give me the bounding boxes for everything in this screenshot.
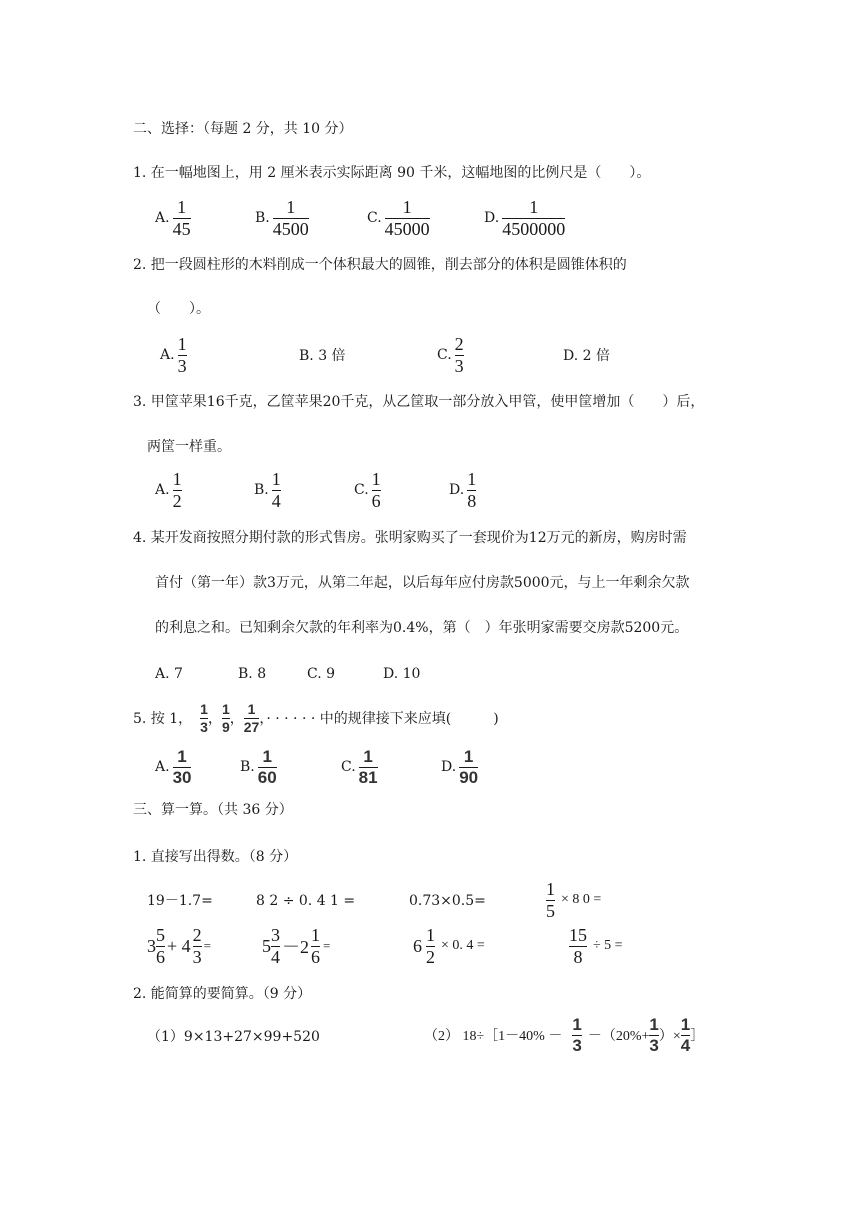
option-label: C. bbox=[437, 347, 452, 364]
numerator: 2 bbox=[192, 925, 202, 945]
expression-part: ］ bbox=[690, 1029, 705, 1045]
calc-19-minus-1-7: 19－1.7= bbox=[147, 893, 213, 909]
option-label: D. bbox=[441, 759, 457, 776]
simplify-expression-2 bbox=[424, 1016, 704, 1055]
fraction bbox=[649, 1016, 658, 1055]
simplify-expression-1: （1）9×13+27×99+520 bbox=[147, 1029, 320, 1045]
expression-part: ）× bbox=[658, 1029, 681, 1045]
numerator: 1 bbox=[247, 701, 256, 717]
section2-title: 二、选择：（每题 2 分，共 10 分） bbox=[133, 121, 353, 137]
numerator: 1 bbox=[286, 197, 296, 217]
numerator: 1 bbox=[649, 1015, 659, 1034]
fraction bbox=[359, 748, 378, 787]
calc-fifth-times-80 bbox=[546, 880, 601, 921]
option-label: A. bbox=[155, 759, 170, 776]
operator: －2 bbox=[282, 937, 309, 958]
q5-prefix: 5. 按 1， bbox=[133, 711, 193, 728]
q3-line1: 3. 甲筐苹果16千克，乙筐苹果20千克，从乙筐取一部分放入甲管，使甲筐增加（ ）后， bbox=[133, 394, 705, 410]
q4-option-c[interactable]: C. 9 bbox=[307, 666, 336, 682]
fraction bbox=[173, 748, 192, 787]
denominator: 45000 bbox=[384, 218, 430, 239]
numerator: 1 bbox=[177, 197, 187, 217]
denominator: 3 bbox=[177, 355, 187, 376]
q3-option-d[interactable] bbox=[449, 470, 476, 511]
fraction bbox=[273, 198, 309, 239]
fraction bbox=[502, 198, 565, 239]
fraction bbox=[193, 926, 202, 967]
section3-title: 三、算一算。（共 36 分） bbox=[133, 802, 293, 818]
q4-line1: 4. 某开发商按照分期付款的形式售房。张明家购买了一套现价为12万元的新房，购房时需 bbox=[133, 530, 687, 546]
whole-number: 3 bbox=[147, 935, 156, 956]
denominator: 3 bbox=[572, 1035, 582, 1055]
fraction bbox=[572, 1016, 581, 1055]
denominator: 3 bbox=[454, 355, 464, 376]
denominator: 4 bbox=[680, 1035, 691, 1055]
q2-line2: （ ）。 bbox=[147, 301, 210, 317]
operator: + 4 bbox=[167, 935, 191, 956]
denominator: 90 bbox=[459, 767, 479, 787]
calc-mixed-sum bbox=[147, 926, 211, 967]
option-label: C. bbox=[354, 482, 369, 499]
denominator: 9 bbox=[221, 718, 230, 735]
denominator: 60 bbox=[257, 767, 277, 787]
denominator: 8 bbox=[573, 946, 583, 967]
numerator: 1 bbox=[221, 701, 230, 717]
sequence-fraction bbox=[200, 702, 208, 734]
sequence-fraction bbox=[222, 702, 230, 734]
calc-fraction-div-5 bbox=[569, 926, 623, 967]
q1-option-d[interactable] bbox=[484, 198, 565, 239]
denominator: 6 bbox=[371, 490, 381, 511]
option-label: B. bbox=[255, 210, 270, 227]
numerator: 1 bbox=[467, 469, 477, 489]
fraction bbox=[258, 748, 277, 787]
option-label: A. bbox=[155, 482, 170, 499]
denominator: 6 bbox=[311, 946, 320, 967]
option-label: D. bbox=[484, 210, 500, 227]
denominator: 6 bbox=[156, 946, 165, 967]
q3-line2: 两筐一样重。 bbox=[147, 439, 231, 455]
whole-number: 6 bbox=[413, 935, 422, 956]
denominator: 8 bbox=[467, 490, 477, 511]
fraction bbox=[546, 880, 555, 921]
comma: ， bbox=[229, 711, 244, 728]
q1-option-a[interactable] bbox=[155, 198, 191, 239]
fraction bbox=[372, 470, 381, 511]
numerator: 1 bbox=[200, 701, 208, 717]
q3-option-a[interactable] bbox=[155, 470, 182, 511]
denominator: 4 bbox=[271, 946, 280, 967]
fraction bbox=[459, 748, 478, 787]
option-label: C. bbox=[367, 210, 382, 227]
numerator: 5 bbox=[156, 925, 165, 945]
option-label: D. bbox=[449, 482, 465, 499]
fraction bbox=[385, 198, 430, 239]
q2-option-c[interactable] bbox=[437, 335, 464, 376]
calc-mixed-difference bbox=[262, 926, 330, 967]
part2-title: 2. 能简算的要简算。（9 分） bbox=[133, 986, 312, 1002]
expression-tail: ÷ 5 = bbox=[593, 938, 623, 954]
denominator: 3 bbox=[192, 946, 202, 967]
q5-option-d[interactable] bbox=[441, 748, 478, 787]
calc-0-73-times-0-5: 0.73×0.5= bbox=[409, 893, 486, 909]
q5-option-a[interactable] bbox=[155, 748, 191, 787]
numerator: 1 bbox=[371, 469, 381, 489]
q3-option-c[interactable] bbox=[354, 470, 381, 511]
q2-option-b[interactable]: B. 3 倍 bbox=[299, 348, 346, 364]
denominator: 81 bbox=[358, 767, 378, 787]
comma: ， bbox=[207, 711, 222, 728]
option-label: A. bbox=[160, 347, 175, 364]
q1-text: 1. 在一幅地图上，用 2 厘米表示实际距离 90 千米，这幅地图的比例尺是（ ）。 bbox=[133, 165, 651, 181]
denominator: 3 bbox=[200, 718, 208, 735]
q2-option-d[interactable]: D. 2 倍 bbox=[563, 348, 610, 364]
numerator: 1 bbox=[311, 925, 320, 945]
numerator: 15 bbox=[569, 925, 587, 945]
equals: = bbox=[203, 938, 211, 954]
fraction bbox=[311, 926, 320, 967]
denominator: 4500 bbox=[272, 218, 309, 239]
q1-option-c[interactable] bbox=[367, 198, 430, 239]
q5-option-c[interactable] bbox=[341, 748, 378, 787]
numerator: 1 bbox=[363, 747, 373, 766]
part1-title: 1. 直接写出得数。（8 分） bbox=[133, 849, 298, 865]
q5-text bbox=[133, 702, 499, 734]
calc-mixed-times-0-4 bbox=[413, 926, 485, 967]
denominator: 45 bbox=[172, 218, 191, 239]
numerator: 1 bbox=[572, 1015, 582, 1034]
numerator: 1 bbox=[402, 197, 412, 217]
whole-number: 5 bbox=[262, 935, 271, 956]
q4-line2: 首付（第一年）款3万元，从第二年起，以后每年应付房款5000元，与上一年剩余欠款 bbox=[155, 575, 690, 591]
option-label: B. bbox=[254, 482, 269, 499]
expression-tail: × 8 0 = bbox=[561, 892, 602, 908]
q4-option-a[interactable]: A. 7 bbox=[155, 666, 183, 682]
q5-option-b[interactable] bbox=[240, 748, 277, 787]
option-label: B. bbox=[240, 759, 255, 776]
fraction bbox=[569, 926, 587, 967]
fraction bbox=[173, 198, 191, 239]
fraction bbox=[467, 470, 476, 511]
denominator: 2 bbox=[426, 946, 435, 967]
fraction bbox=[173, 470, 182, 511]
q5-suffix: ，· · · · · · 中的规律接下来应填( ) bbox=[259, 711, 499, 728]
numerator: 1 bbox=[177, 334, 187, 354]
fraction bbox=[156, 926, 165, 967]
denominator: 4500000 bbox=[502, 218, 566, 239]
numerator: 1 bbox=[680, 1015, 691, 1034]
q4-option-b[interactable]: B. 8 bbox=[238, 666, 267, 682]
numerator: 1 bbox=[463, 747, 474, 766]
q1-option-b[interactable] bbox=[255, 198, 309, 239]
numerator: 1 bbox=[271, 469, 281, 489]
q2-line1: 2. 把一段圆柱形的木料削成一个体积最大的圆锥，削去部分的体积是圆锥体积的 bbox=[133, 257, 627, 273]
fraction bbox=[455, 335, 464, 376]
numerator: 1 bbox=[172, 469, 182, 489]
numerator: 1 bbox=[546, 879, 555, 899]
numerator: 1 bbox=[426, 925, 435, 945]
denominator: 5 bbox=[546, 900, 555, 921]
denominator: 2 bbox=[172, 490, 182, 511]
numerator: 3 bbox=[271, 925, 280, 945]
numerator: 1 bbox=[529, 197, 539, 217]
expression-part: （2） 18÷［1－40% － bbox=[424, 1029, 563, 1045]
option-label: A. bbox=[155, 210, 170, 227]
numerator: 2 bbox=[454, 334, 464, 354]
denominator: 3 bbox=[649, 1035, 659, 1055]
fraction bbox=[426, 926, 435, 967]
fraction bbox=[178, 335, 187, 376]
q3-option-b[interactable] bbox=[254, 470, 281, 511]
fraction bbox=[271, 926, 280, 967]
numerator: 1 bbox=[262, 747, 272, 766]
q4-line3: 的利息之和。已知剩余欠款的年利率为0.4%，第（ ）年张明家需要交房款5200元。 bbox=[155, 620, 689, 636]
q4-option-d[interactable]: D. 10 bbox=[383, 666, 421, 682]
denominator: 30 bbox=[172, 767, 192, 787]
denominator: 4 bbox=[271, 490, 281, 511]
expression-tail: × 0. 4 = bbox=[441, 938, 485, 954]
fraction bbox=[681, 1016, 690, 1055]
calc-82-div-0-41: 8 2 ÷ 0. 4 1 = bbox=[256, 893, 356, 909]
equals: = bbox=[323, 938, 331, 954]
numerator: 1 bbox=[177, 747, 187, 766]
option-label: C. bbox=[341, 759, 356, 776]
denominator: 27 bbox=[243, 718, 260, 735]
sequence-fraction bbox=[244, 702, 260, 734]
expression-part: －（20%+ bbox=[587, 1029, 650, 1045]
q2-option-a[interactable] bbox=[160, 335, 187, 376]
fraction bbox=[272, 470, 281, 511]
